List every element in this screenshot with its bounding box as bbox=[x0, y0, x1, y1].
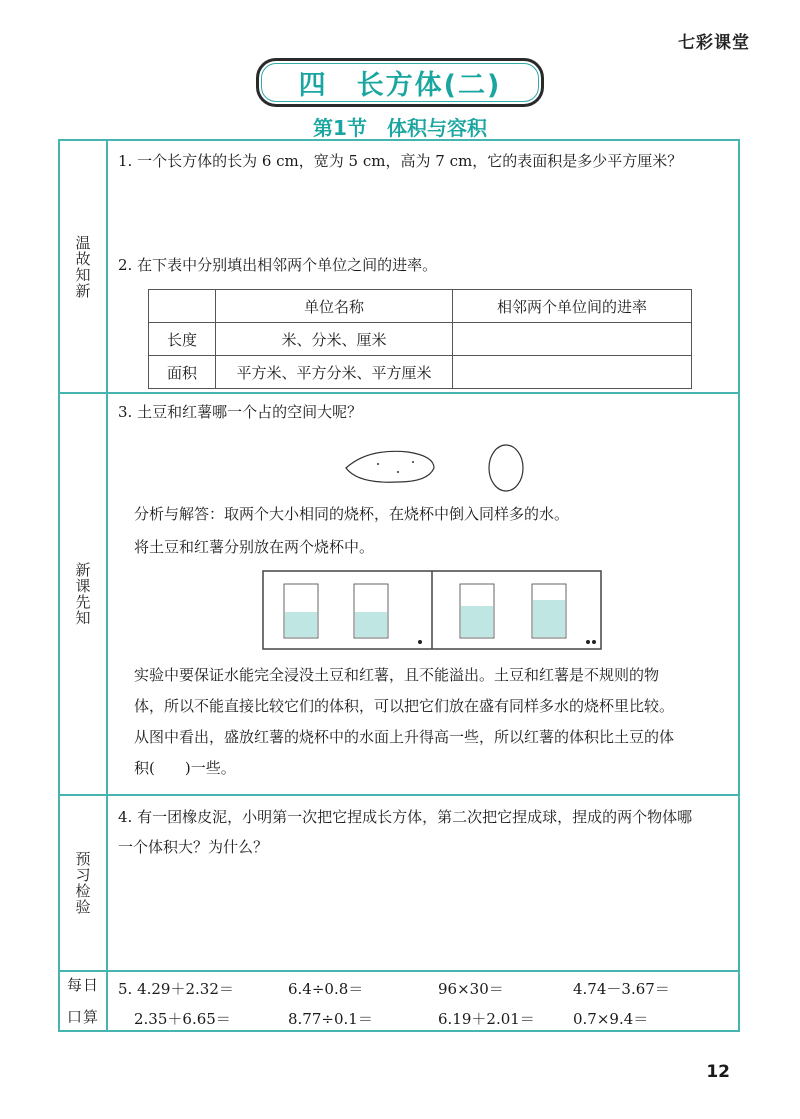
calc-item[interactable]: 96×30＝ bbox=[438, 980, 504, 998]
beaker-experiment-illustration bbox=[262, 570, 602, 652]
page-number: 12 bbox=[706, 1062, 730, 1082]
rate-answer-cell[interactable] bbox=[453, 356, 692, 389]
question-2: 2. 在下表中分别填出相邻两个单位之间的进率。 bbox=[118, 256, 438, 274]
table-row: 长度 米、分米、厘米 bbox=[149, 323, 692, 356]
table-header-blank bbox=[149, 290, 216, 323]
question-4: 4. 有一团橡皮泥，小明第一次把它捏成长方体，第二次把它捏成球，捏成的两个物体哪 bbox=[118, 808, 693, 826]
worksheet-frame bbox=[58, 139, 740, 1032]
section-title: 第1节 体积与容积 bbox=[313, 116, 487, 140]
calc-item[interactable]: 6.19＋2.01＝ bbox=[438, 1010, 535, 1028]
q3-analysis-2: 将土豆和红薯分别放在两个烧杯中。 bbox=[134, 538, 375, 556]
calc-item[interactable]: 0.7×9.4＝ bbox=[573, 1010, 649, 1028]
review-label: 温故知新 bbox=[60, 141, 108, 392]
calc-item[interactable]: 6.4÷0.8＝ bbox=[288, 980, 364, 998]
calc-item[interactable]: 8.77÷0.1＝ bbox=[288, 1010, 373, 1028]
rate-answer-cell[interactable] bbox=[453, 323, 692, 356]
table-row: 面积 平方米、平方分米、平方厘米 bbox=[149, 356, 692, 389]
preview-label: 预习检验 bbox=[60, 796, 108, 970]
new-lesson-section bbox=[60, 394, 738, 796]
question-3: 3. 土豆和红薯哪一个占的空间大呢？ bbox=[118, 403, 363, 421]
answer-blank-line[interactable]: 积( )一些。 bbox=[134, 759, 236, 777]
chapter-title-wrap bbox=[0, 58, 800, 107]
calc-item[interactable]: 4.74－3.67＝ bbox=[573, 980, 670, 998]
q3-analysis-1: 分析与解答：取两个大小相同的烧杯，在烧杯中倒入同样多的水。 bbox=[134, 505, 570, 523]
chapter-title: 四 长方体(二) bbox=[256, 58, 545, 107]
potato-sweetpotato-illustration bbox=[338, 438, 538, 498]
daily-calc-label: 每日 口算 bbox=[60, 972, 108, 1030]
review-section bbox=[60, 141, 738, 394]
table-header-rate: 相邻两个单位间的进率 bbox=[453, 290, 692, 323]
sweet-potato-icon bbox=[346, 451, 434, 482]
new-lesson-label: 新课先知 bbox=[60, 394, 108, 794]
brand-logo: 七彩课堂 bbox=[678, 33, 750, 53]
calc-item[interactable]: 2.35＋6.65＝ bbox=[134, 1010, 231, 1028]
unit-rate-table bbox=[148, 289, 692, 389]
potato-icon bbox=[489, 445, 523, 491]
daily-calc-section bbox=[60, 972, 738, 1030]
preview-section bbox=[60, 796, 738, 972]
question-4-cont: 一个体积大？为什么？ bbox=[118, 838, 269, 856]
calc-item[interactable]: 5. 4.29＋2.32＝ bbox=[118, 980, 234, 998]
question-1: 1. 一个长方体的长为 6 cm，宽为 5 cm，高为 7 cm，它的表面积是多少平方厘米？ bbox=[118, 152, 683, 170]
table-header-units: 单位名称 bbox=[216, 290, 453, 323]
q3-paragraph: 实验中要保证水能完全浸没土豆和红薯，且不能溢出。土豆和红薯是不规则的物 体，所以不能直接比较它们的体积，可以把它们放在盛有同样多水的烧杯里比较。 从图中看出，盛放红薯的烧杯中的水面上升得高一些，所以红薯的体积比土豆的体 积( )一些。 bbox=[134, 660, 746, 784]
